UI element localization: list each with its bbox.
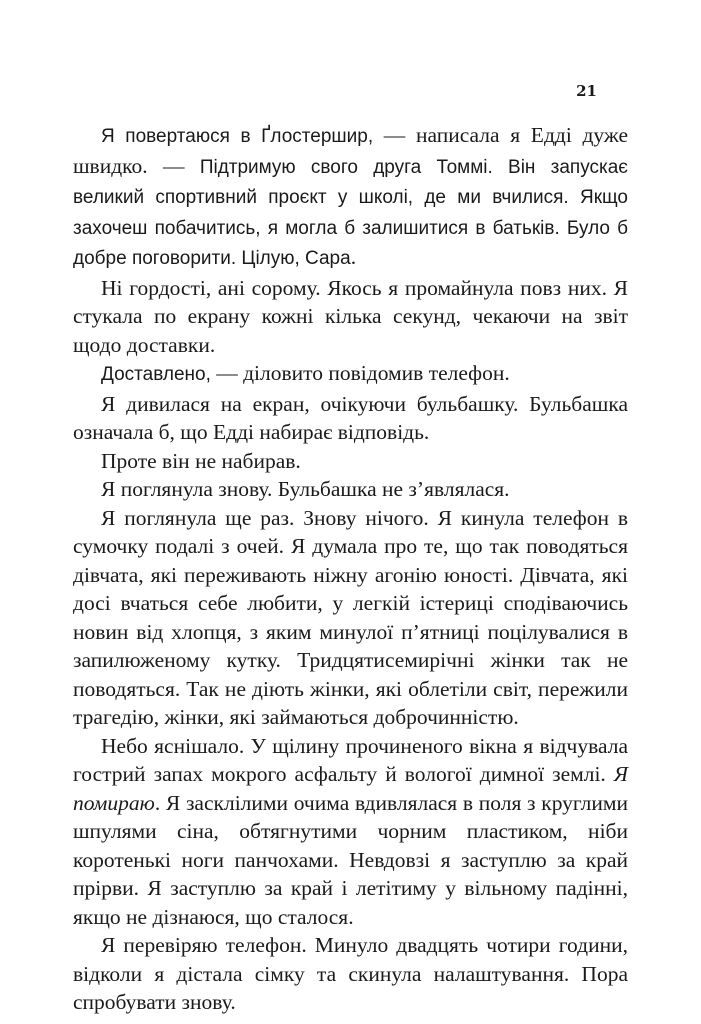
text-message: Я повертаюся в Ґлостершир, bbox=[101, 126, 374, 147]
text-message: Підтримую свого друга Томмі. Він запускає великий спортивний проєкт у школі, де ми вчилися. Якщо захочеш побачитись, я могла б залишитися в батьків. Було б добре поговорити. Цілую, Сара bbox=[73, 156, 628, 269]
page-number: 21 bbox=[576, 82, 597, 100]
narration: Я дивилася на екран, очікуючи бульбашку. Бульбашка означала б, що Едді набирає відповідь. bbox=[73, 391, 628, 444]
narration: Проте він не набирав. bbox=[101, 448, 301, 473]
paragraph bbox=[73, 274, 628, 360]
narration: — написала я Едді дуже швидко. — bbox=[73, 123, 628, 178]
paragraph bbox=[73, 504, 628, 732]
body-text bbox=[73, 121, 628, 1017]
paragraph bbox=[73, 732, 628, 932]
italic-phrase: Я помираю bbox=[73, 762, 628, 815]
paragraph bbox=[73, 121, 628, 274]
narration: Я поглянула ще раз. Знову нічого. Я кинула телефон в сумочку подалі з очей. Я думала про те, що так поводяться дівчата, які переживають ніжну агонію юності. Дівчата, які досі вчаться себе любити, у легкій істериці сподіваючись новин від хлопця, з яким минулої п’ятниці поцілувалися в запилюженому кутку. Тридцятисемирічні жінки так не поводяться. Так не діють жінки, які облетіли світ, пережили трагедію, жінки, які займаються доброчинністю. bbox=[73, 505, 628, 729]
narration: Я поглянула знову. Бульбашка не з’являлася. bbox=[101, 477, 510, 501]
paragraph bbox=[73, 931, 628, 1017]
narration: . bbox=[350, 245, 357, 269]
narration: Небо яснішало. У щілину прочиненого вікна я відчувала гострий запах мокрого асфальту й вологої димної землі. bbox=[73, 733, 628, 786]
paragraph bbox=[73, 475, 628, 504]
narration: Ні гордості, ані сорому. Якось я промайнула повз них. Я стукала по екрану кожні кілька секунд, чекаючи на звіт щодо доставки. bbox=[73, 275, 628, 357]
narration: . Я засклілими очима вдивлялася в поля з круглими шпулями сіна, обтягнутими чорним пластиком, ніби коротенькі ноги панчохами. Невдовзі я заступлю за край прірви. Я заступлю за край і летітиму у вільному падінні, якщо не дізнаюся, що сталося. bbox=[73, 790, 628, 929]
paragraph bbox=[73, 359, 628, 390]
narration: Я перевіряю телефон. Минуло двадцять чотири години, відколи я дістала сімку та скинула налаштування. Пора спробувати знову. bbox=[73, 933, 628, 1014]
narration: — діловито повідомив телефон. bbox=[210, 361, 510, 385]
paragraph bbox=[73, 447, 628, 476]
paragraph bbox=[73, 390, 628, 447]
text-message: Доставлено, bbox=[101, 364, 211, 385]
